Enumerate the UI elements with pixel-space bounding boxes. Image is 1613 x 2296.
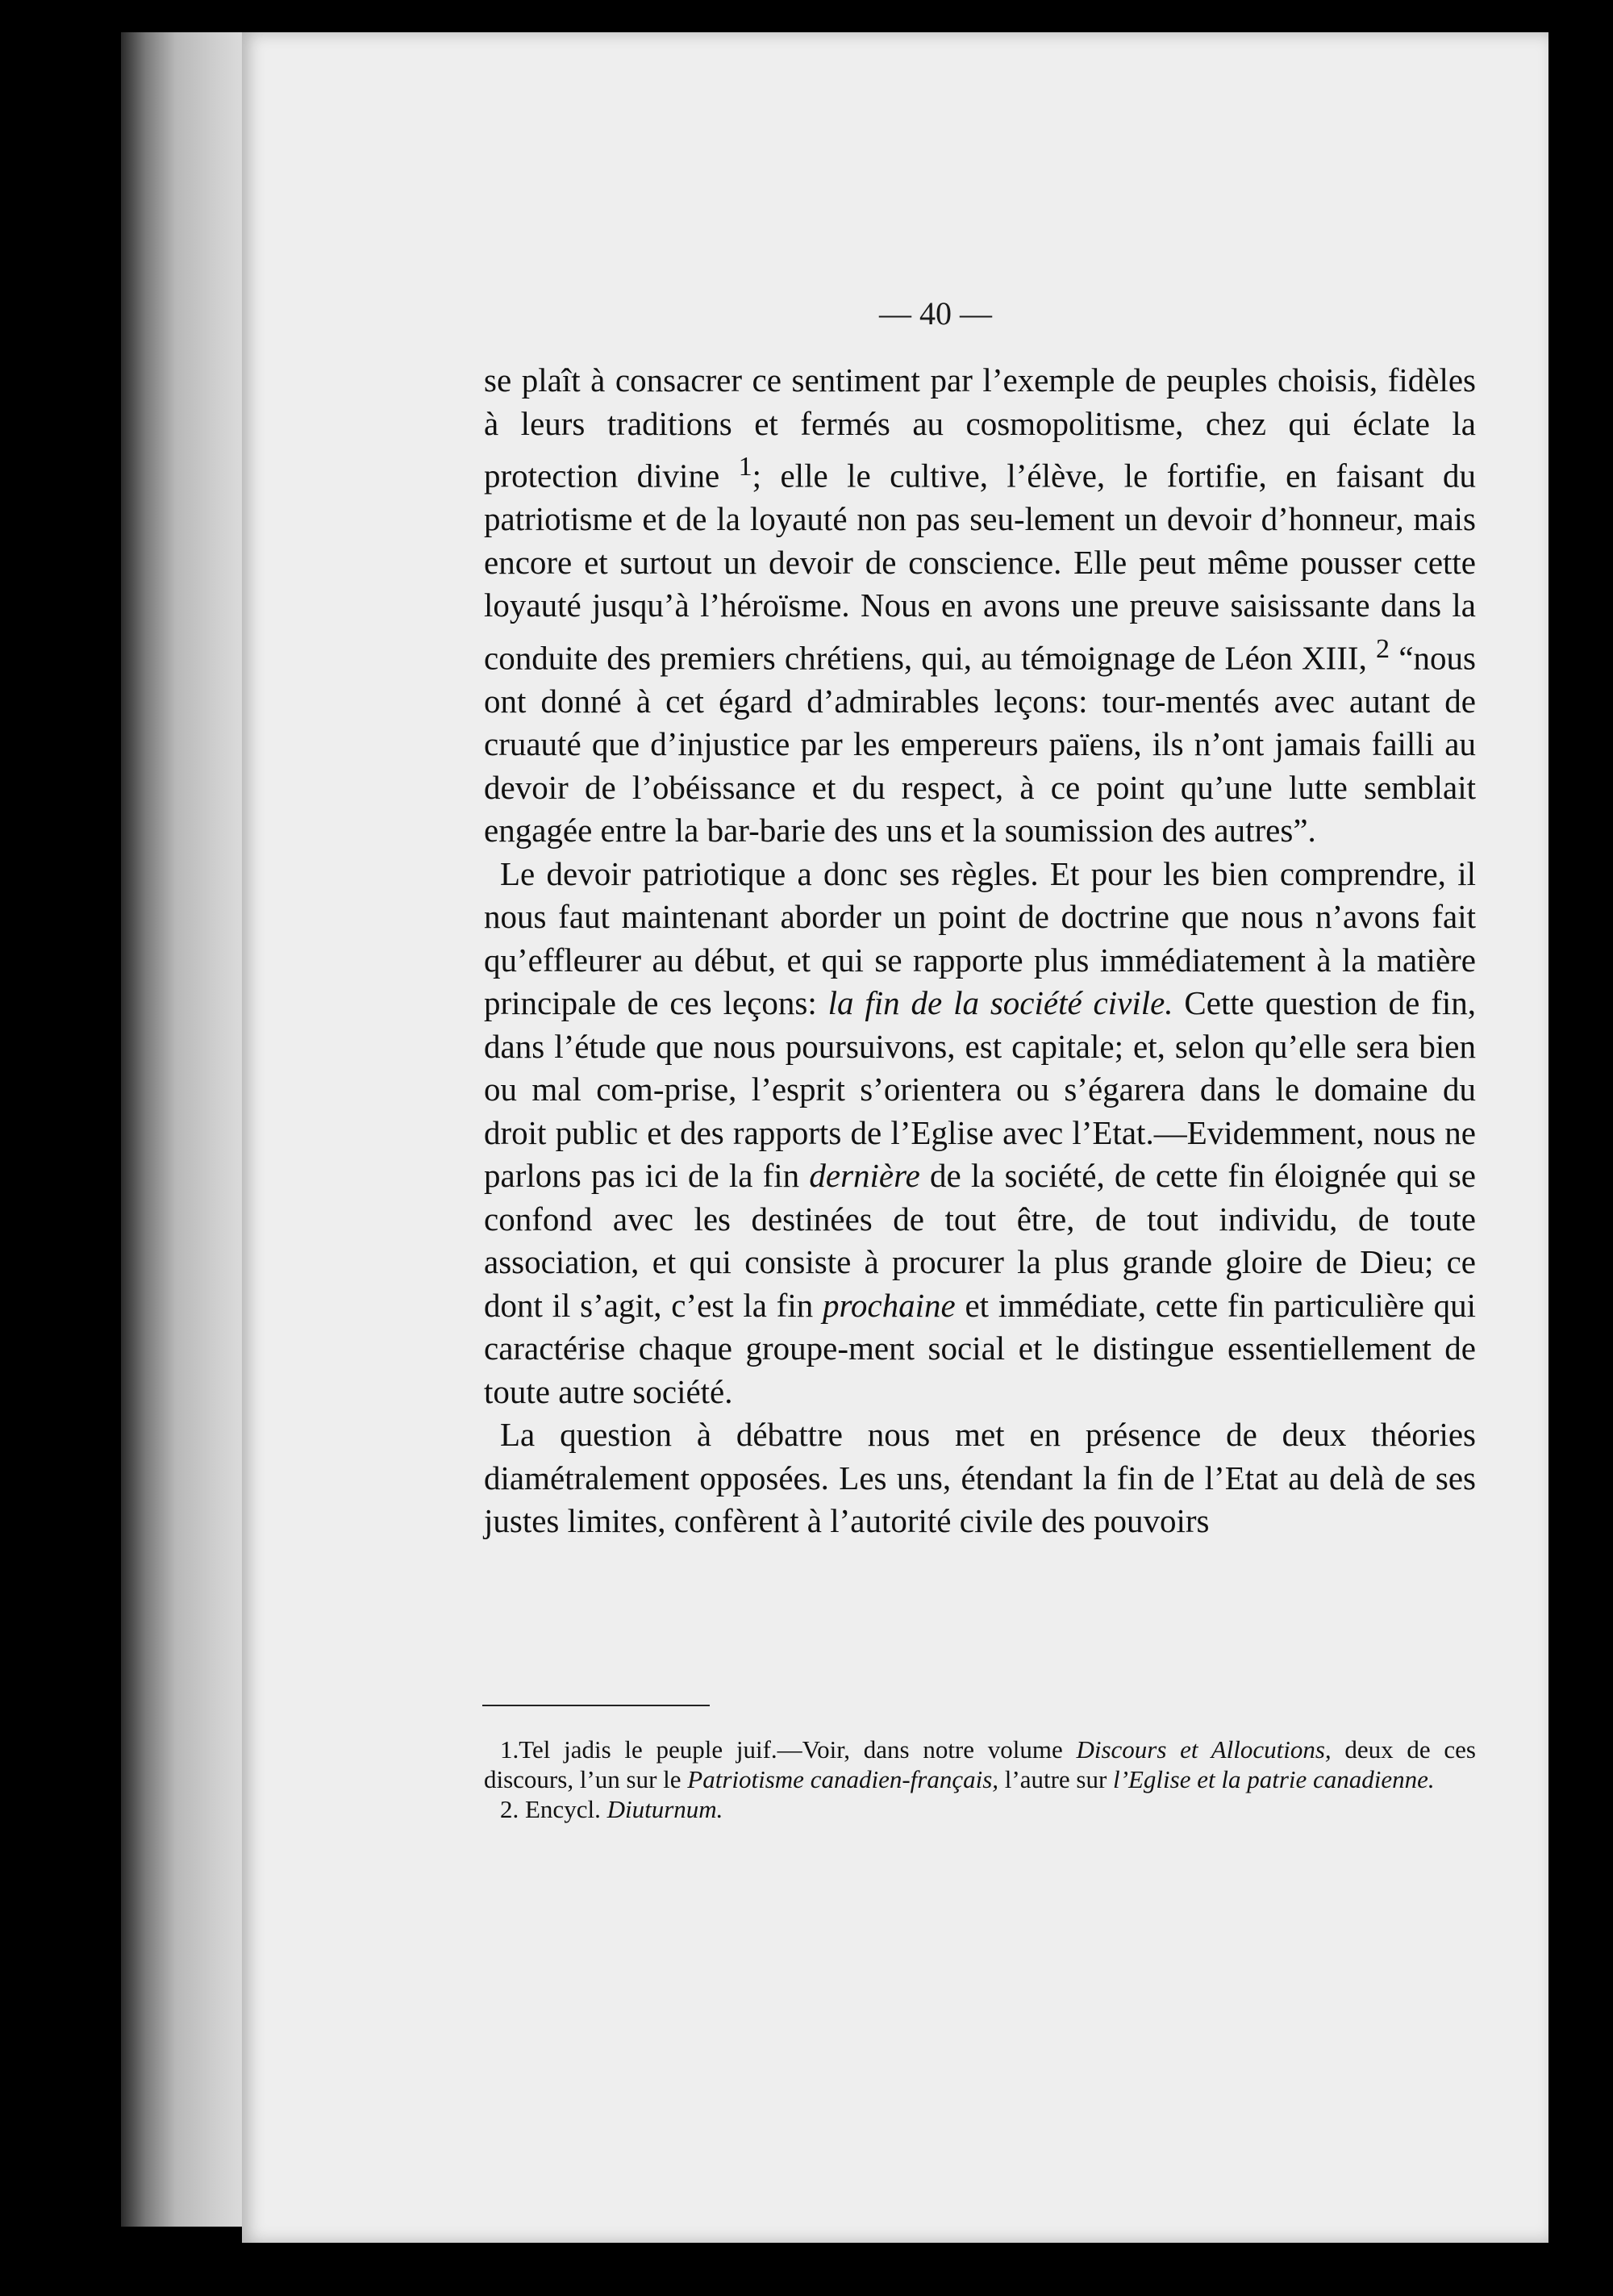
text-run: l’autre sur bbox=[998, 1765, 1114, 1793]
footnote-separator bbox=[482, 1705, 710, 1706]
paragraph-2 bbox=[484, 853, 1476, 1414]
text-run: La question à débattre nous met en présence de deux théories diamétralement opposées. Les uns, étendant la fin de l’Etat au delà de ses justes limites, confèrent à l’autorité civile des pouvoirs bbox=[484, 1416, 1476, 1540]
italic-run: dernière bbox=[809, 1157, 920, 1195]
text-run: se plaît à consacrer ce sentiment par l’exemple de peuples choisis, fidèles à leurs traditions et fermés au cosmopolitisme, chez qui éclate la protection divine bbox=[484, 361, 1476, 495]
page-number: — 40 — bbox=[879, 295, 992, 332]
text-run: ; elle le cultive, l’élève, le fortifie, en faisant du patriotisme et de la loyauté non pas seu-lement un devoir d’honneur, mais encore et surtout un devoir de conscience. Elle peut même pousser cette loyauté jusqu’à l’héroïsme. Nous en avons une preuve saisissante dans la conduite des premiers chrétiens, qui, au témoignage de Léon XIII, bbox=[484, 457, 1476, 677]
body-text bbox=[484, 359, 1476, 1543]
italic-run: Diuturnum. bbox=[606, 1795, 723, 1823]
italic-run: prochaine bbox=[822, 1286, 956, 1324]
text-run: Le devoir patriotique a donc ses règles. Et pour les bien comprendre, il nous faut maintenant aborder un point de doctrine que nous n’avons fait qu’effleurer au début, et qui se rapporte plus immédiatement à la matière principale de ces leçons: bbox=[484, 854, 1476, 1022]
text-run: Cette question de fin, dans l’étude que nous poursuivons, est capitale; et, selon qu’elle sera bien ou mal com-prise, l’esprit s’orientera ou s’égarera dans le domaine du droit public et des rapports de l’Eglise avec l’Etat.—Evidemment, nous ne parlons pas ici de la fin bbox=[484, 984, 1476, 1195]
paragraph-3 bbox=[484, 1413, 1476, 1543]
text-run: de la société, de cette fin éloignée qui se confond avec les destinées de tout être, de tout individu, de toute association, et qui consiste à procurer la plus grande gloire de Dieu; ce dont il s’agit, c’est la fin bbox=[484, 1157, 1476, 1324]
paragraph-1 bbox=[484, 359, 1476, 853]
footnote-ref-1: 1 bbox=[738, 452, 752, 482]
footnote-2 bbox=[484, 1794, 1476, 1824]
footnote-ref-2: 2 bbox=[1376, 633, 1390, 664]
italic-run: l’Eglise et la patrie canadienne. bbox=[1113, 1765, 1435, 1793]
italic-run: Patriotisme canadien-français, bbox=[687, 1765, 999, 1793]
text-run: et immédiate, cette fin particulière qui caractérise chaque groupe-ment social et le distingue essentiellement de toute autre société. bbox=[484, 1286, 1476, 1410]
text-run: 1.Tel jadis le peuple juif.—Voir, dans notre volume bbox=[500, 1735, 1077, 1764]
italic-run: la fin de la société civile. bbox=[827, 984, 1173, 1022]
footnotes bbox=[484, 1735, 1476, 1824]
text-run: 2. Encycl. bbox=[500, 1795, 607, 1823]
text-run: “nous ont donné à cet égard d’admirables leçons: tour-mentés avec autant de cruauté que d’injustice par les empereurs païens, ils n’ont jamais failli au devoir de l’obéissance et du respect, à ce point qu’une lutte semblait engagée entre la bar-barie des uns et la soumission des autres”. bbox=[484, 639, 1476, 850]
text-run: deux de ces discours, l’un sur le bbox=[484, 1735, 1476, 1793]
italic-run: Discours et Allocutions, bbox=[1076, 1735, 1332, 1764]
book-binding-edge bbox=[121, 32, 258, 2227]
footnote-1 bbox=[484, 1735, 1476, 1794]
